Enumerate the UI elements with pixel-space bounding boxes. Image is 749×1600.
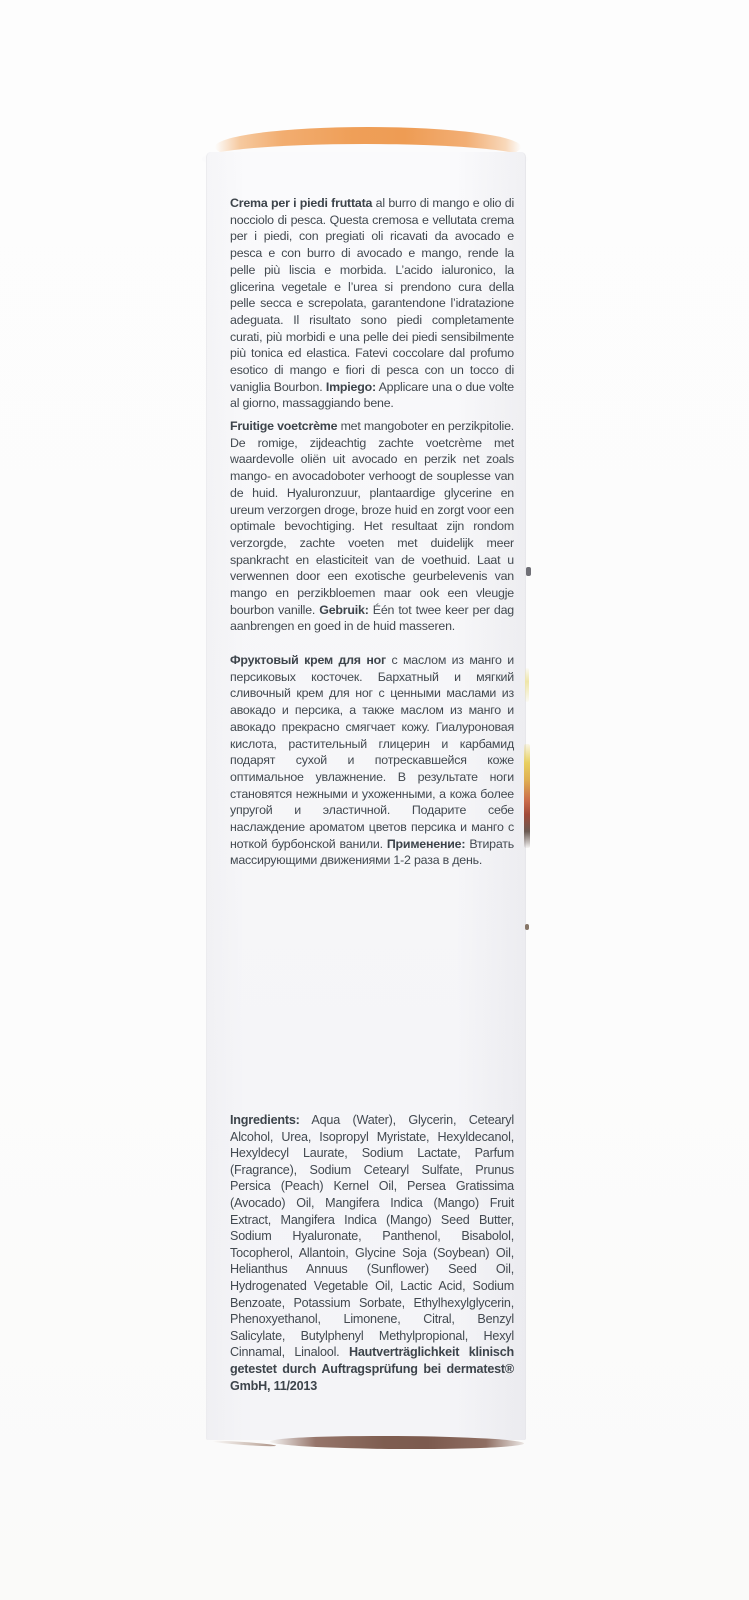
box-edge-artwork-sliver (524, 744, 530, 848)
box-edge-artwork-sliver (525, 668, 529, 702)
dutch-lead: Fruitige voetcrème (230, 419, 338, 433)
paragraph-ingredients (230, 1112, 514, 1394)
box-bottom-edge-line (212, 1440, 276, 1447)
paragraph-russian (230, 652, 514, 869)
ingredients-label: Ingredients: (230, 1113, 300, 1127)
paragraph-italian (230, 195, 514, 412)
russian-usage-text: Втирать массирующими движениями 1-2 раза в день. (230, 836, 515, 868)
ingredients-list: Aqua (Water), Glycerin, Cetearyl Alcohol, Urea, Isopropyl Myristate, Hexyldecanol, Hexyldecyl Laurate, Sodium Lactate, Parfum (Fragrance), Sodium Cetearyl Sulfate, Prunus Persica (Peach) Kernel Oil, Persea Gratissima (Avocado) Oil, Mangifera Indica (Mango) Fruit Extract, Mangifera Indica (Mango) Seed Butter, Sodium Hyaluronate, Panthenol, Bisabolol, Tocopherol, Allantoin, Glycine Soja (Soybean) Oil, Helianthus Annuus (Sunflower) Seed Oil, Hydrogenated Vegetable Oil, Lactic Acid, Sodium Benzoate, Potassium Sorbate, Ethylhexylglycerin, Phenoxyethanol, Limonene, Citral, Benzyl Salicylate, Butylphenyl Methylpropional, Hexyl Cinnamal, Linalool. (230, 1113, 514, 1360)
dutch-body: met mangoboter en perzikpitolie. De romige, zijdeachtig zachte voetcrème met waardevolle oliën uit avocado en perzik net zoals mango- en avocadoboter verhoogt de souplesse van de huid. Hyaluronzuur, plantaardige glycerine en ureum verzorgen droge, broze huid en zorgt voor een optimale bevochtiging. Het resultaat zijn rondom verzorgde, zachte voeten met duidelijk meer spankracht en elasticiteit van de voethuid. Laat u verwennen door een exotische geurbelevenis van mango en perzikbloemen maar ook een vleugje bourbon vanille. (230, 419, 515, 617)
dutch-usage-label: Gebruik: (319, 602, 369, 617)
box-edge-speck (525, 924, 529, 930)
italian-lead: Crema per i piedi fruttata (230, 196, 373, 210)
italian-body: al burro di mango e olio di nocciolo di pesca. Questa cremosa e vellutata crema per i piedi, con pregiati oli ricavati da avocado e pesca e con burro di avocado e mango, rende la pelle più liscia e morbida. L’acido ialuronico, la glicerina vegetale e l’urea si prendono cura della pelle secca e screpolata, garantendone l’idratazione adeguata. Il risultato sono piedi completamente curati, più morbidi e una pelle dei piedi sensibilmente più tonica ed elastica. Fatevi coccolare dal profumo esotico di mango e fiori di pesca con un tocco di vaniglia Bourbon. (230, 196, 514, 394)
russian-lead: Фруктовый крем для ног (230, 653, 386, 667)
italian-usage-label: Impiego: (325, 379, 376, 394)
box-side-panel (206, 152, 526, 1440)
russian-usage-label: Применение: (386, 836, 466, 851)
paragraph-dutch (230, 418, 514, 635)
box-edge-speck (526, 567, 531, 576)
russian-body: с маслом из манго и персиковых косточек. Бархатный и мягкий сливочный крем для ног с ценными маслами из авокадо и персика, а также маслом из манго и авокадо прекрасно смягчает кожу. Гиалуроновая кислота, растительный глицерин и карбамид подарят сухой и потрескавшейся коже оптимальное увлажнение. В результате ноги становятся нежными и ухоженными, а кожа более упругой и эластичной. Подарите себе наслаждение ароматом цветов персика и манго с ноткой бурбонской ванили. (230, 653, 514, 851)
dermatest-note: Hautverträglichkeit klinisch getestet durch Auftragsprüfung bei dermatest® GmbH, 11/2013 (230, 1345, 514, 1393)
italian-usage-text: Applicare una o due volte al giorno, massaggiando bene. (230, 379, 514, 411)
dutch-usage-text: Één tot twee keer per dag aanbrengen en goed in de huid masseren. (230, 602, 515, 634)
